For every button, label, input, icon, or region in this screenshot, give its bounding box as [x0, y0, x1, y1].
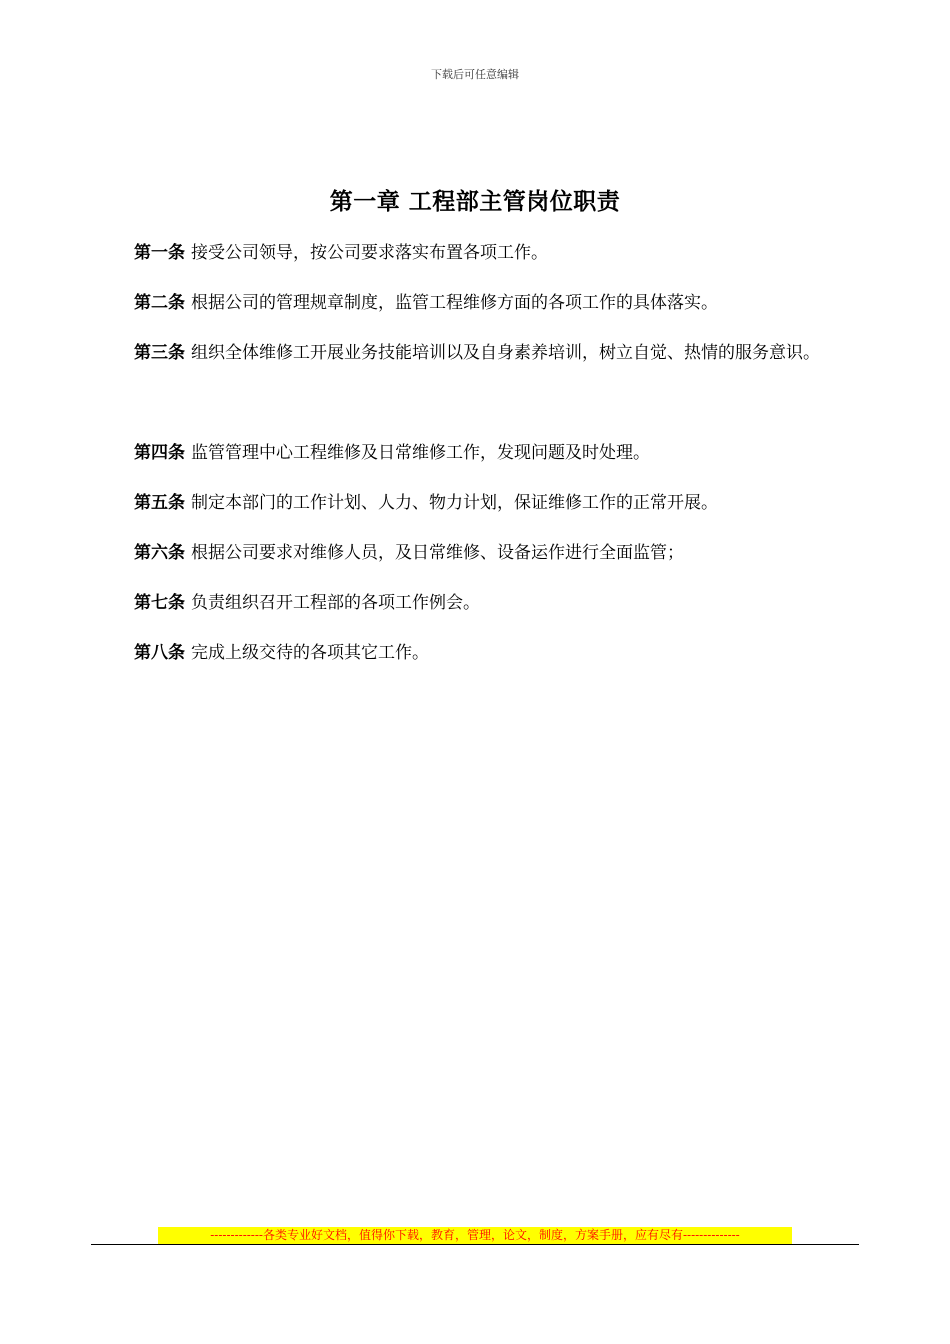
- header-note: 下载后可任意编辑: [431, 68, 519, 81]
- article-7: [92, 578, 862, 628]
- article-text: 负责组织召开工程部的各项工作例会。: [191, 593, 480, 613]
- article-text: 接受公司领导，按公司要求落实布置各项工作。: [191, 243, 548, 263]
- article-3: [92, 328, 862, 378]
- article-number: 第五条: [134, 493, 185, 513]
- article-2: [92, 278, 862, 328]
- article-number: 第七条: [134, 593, 185, 613]
- article-number: 第四条: [134, 443, 185, 463]
- article-text: 组织全体维修工开展业务技能培训以及自身素养培训，树立自觉、热情的服务意识。: [191, 343, 820, 363]
- article-text: 完成上级交待的各项其它工作。: [191, 643, 429, 663]
- article-text: 根据公司的管理规章制度，监管工程维修方面的各项工作的具体落实。: [191, 293, 718, 313]
- article-number: 第三条: [134, 343, 185, 363]
- article-number: 第八条: [134, 643, 185, 663]
- article-number: 第六条: [134, 543, 185, 563]
- article-5: [92, 478, 862, 528]
- article-text: 制定本部门的工作计划、人力、物力计划，保证维修工作的正常开展。: [191, 493, 718, 513]
- article-8: [92, 628, 862, 678]
- footer-divider: [91, 1244, 859, 1245]
- article-number: 第二条: [134, 293, 185, 313]
- chapter-title: 第一章 工程部主管岗位职责: [329, 189, 621, 215]
- article-number: 第一条: [134, 243, 185, 263]
- article-4: [92, 428, 862, 478]
- article-1: [92, 228, 862, 278]
- article-text: 根据公司要求对维修人员，及日常维修、设备运作进行全面监管；: [191, 543, 684, 563]
- article-6: [92, 528, 862, 578]
- article-text: 监管管理中心工程维修及日常维修工作，发现问题及时处理。: [191, 443, 650, 463]
- footer-banner: -------------各类专业好文档，值得你下载，教育，管理，论文，制度，方案手册，应有尽有--------------: [158, 1227, 792, 1244]
